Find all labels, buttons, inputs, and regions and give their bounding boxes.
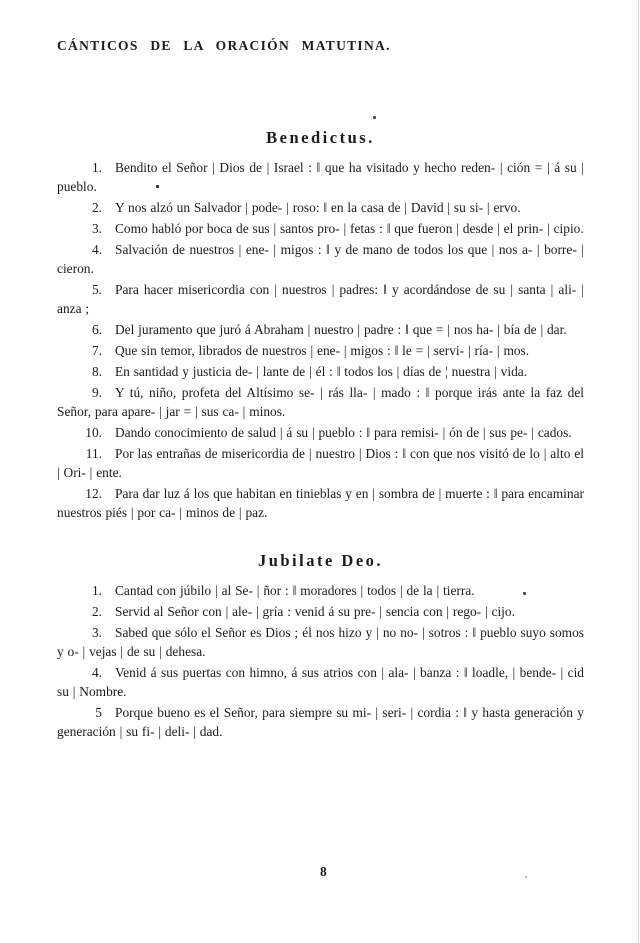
- verse: [57, 198, 584, 217]
- verse-text: Para dar luz á los que habitan en tinieblas y en | sombra de | muerte : ‖ para encaminar nuestros piés | por ca- | minos de | paz.: [57, 486, 584, 520]
- verse-number: 3.: [91, 221, 102, 236]
- verse-number: 6.: [91, 322, 102, 337]
- verse: [57, 623, 584, 661]
- verse: [57, 663, 584, 701]
- section-benedictus: [57, 128, 584, 522]
- verse-text: Venid á sus puertas con himno, á sus atrios con | ala- | banza : ‖ loadle, | bende- | cid su | Nombre.: [57, 665, 584, 699]
- scan-speck: [525, 876, 527, 878]
- verse-number: 4.: [91, 665, 102, 680]
- verse: [57, 383, 584, 421]
- verse-number: 5: [95, 705, 102, 720]
- verse-text: Bendito el Señor | Dios de | Israel : ‖ que ha visitado y hecho reden- | ción = | á su | pueblo.: [57, 160, 584, 194]
- scan-speck: [156, 185, 159, 188]
- verse-text: Sabed que sólo el Señor es Dios ; él nos hizo y | no no- | sotros : ‖ pueblo suyo somos y o- | vejas | de su | dehesa.: [57, 625, 584, 659]
- verse: [57, 219, 584, 238]
- verse-number: 5.: [91, 282, 102, 297]
- verse-text: Que sin temor, librados de nuestros | ene- | migos : ‖ le = | servi- | ría- | mos.: [115, 343, 530, 358]
- verse-number: 9.: [91, 385, 102, 400]
- verse-number: 2.: [91, 200, 102, 215]
- verse-text: En santidad y justicia de- | lante de | él : ‖ todos los | días de ¦ nuestra | vida.: [115, 364, 528, 379]
- scan-speck: [523, 592, 526, 595]
- verse-text: Y nos alzó un Salvador | pode- | roso: ‖ en la casa de | David | su si- | ervo.: [115, 200, 521, 215]
- verse-text: Cantad con júbilo | al Se- | ñor : ‖ moradores | todos | de la | tierra.: [115, 583, 475, 598]
- page-edge-line: [638, 0, 639, 943]
- verse-text: Por las entrañas de misericordia de | nuestro | Dios : ‖ con que nos visitó de lo | alto el | Ori- | ente.: [57, 446, 584, 480]
- verse: [57, 158, 584, 196]
- verse-number: 7.: [91, 343, 102, 358]
- verse-text: Como habló por boca de sus | santos pro- | fetas : ‖ que fueron | desde | el prin- | cipio.: [115, 221, 584, 236]
- verse: [57, 703, 584, 741]
- scan-speck: [373, 116, 376, 119]
- verse-number: 3.: [91, 625, 102, 640]
- verse: [57, 484, 584, 522]
- verse-number: 2.: [91, 604, 102, 619]
- page-content: [57, 128, 584, 743]
- verse: [57, 423, 584, 442]
- verse: [57, 444, 584, 482]
- verse: [57, 581, 584, 600]
- verse-number: 4.: [91, 242, 102, 257]
- verse-text: Y tú, niño, profeta del Altísimo se- | rás lla- | mado : ‖ porque irás ante la faz del Señor, para apare- | jar = | sus ca- | minos.: [57, 385, 584, 419]
- verse-number: 11.: [85, 446, 102, 461]
- verse: [57, 320, 584, 339]
- verse: [57, 362, 584, 381]
- verse-text: Salvación de nuestros | ene- | migos : ‖ y de mano de todos los que | nos a- | borre- | cieron.: [57, 242, 584, 276]
- section-title: Benedictus.: [266, 128, 375, 147]
- running-header: CÁNTICOS DE LA ORACIÓN MATUTINA.: [57, 38, 391, 53]
- verse-number: 1.: [91, 160, 102, 175]
- verse-number: 10.: [85, 425, 102, 440]
- verse-text: Del juramento que juró á Abraham | nuestro | padre : ‖ que = | nos ha- | bía de | dar.: [115, 322, 567, 337]
- verse-text: Porque bueno es el Señor, para siempre su mi- | seri- | cordia : ‖ y hasta generación y generación | su fi- | deli- | dad.: [57, 705, 584, 739]
- verse-number: 1.: [91, 583, 102, 598]
- section-title: Jubilate Deo.: [257, 551, 384, 570]
- verse-number: 8.: [91, 364, 102, 379]
- verse-text: Servid al Señor con | ale- | gría : venid á su pre- | sencia con | rego- | cijo.: [115, 604, 515, 619]
- verse: [57, 240, 584, 278]
- verse: [57, 280, 584, 318]
- verse-text: Para hacer misericordia con | nuestros | padres: ‖ y acordándose de su | santa | ali- | anza ;: [57, 282, 584, 316]
- verse: [57, 602, 584, 621]
- verse-number: 12.: [85, 486, 102, 501]
- verse: [57, 341, 584, 360]
- verse-text: Dando conocimiento de salud | á su | pueblo : ‖ para remisi- | ón de | sus pe- | cados.: [115, 425, 572, 440]
- page-number: 8: [320, 864, 327, 879]
- section-jubilate-deo: [57, 551, 584, 741]
